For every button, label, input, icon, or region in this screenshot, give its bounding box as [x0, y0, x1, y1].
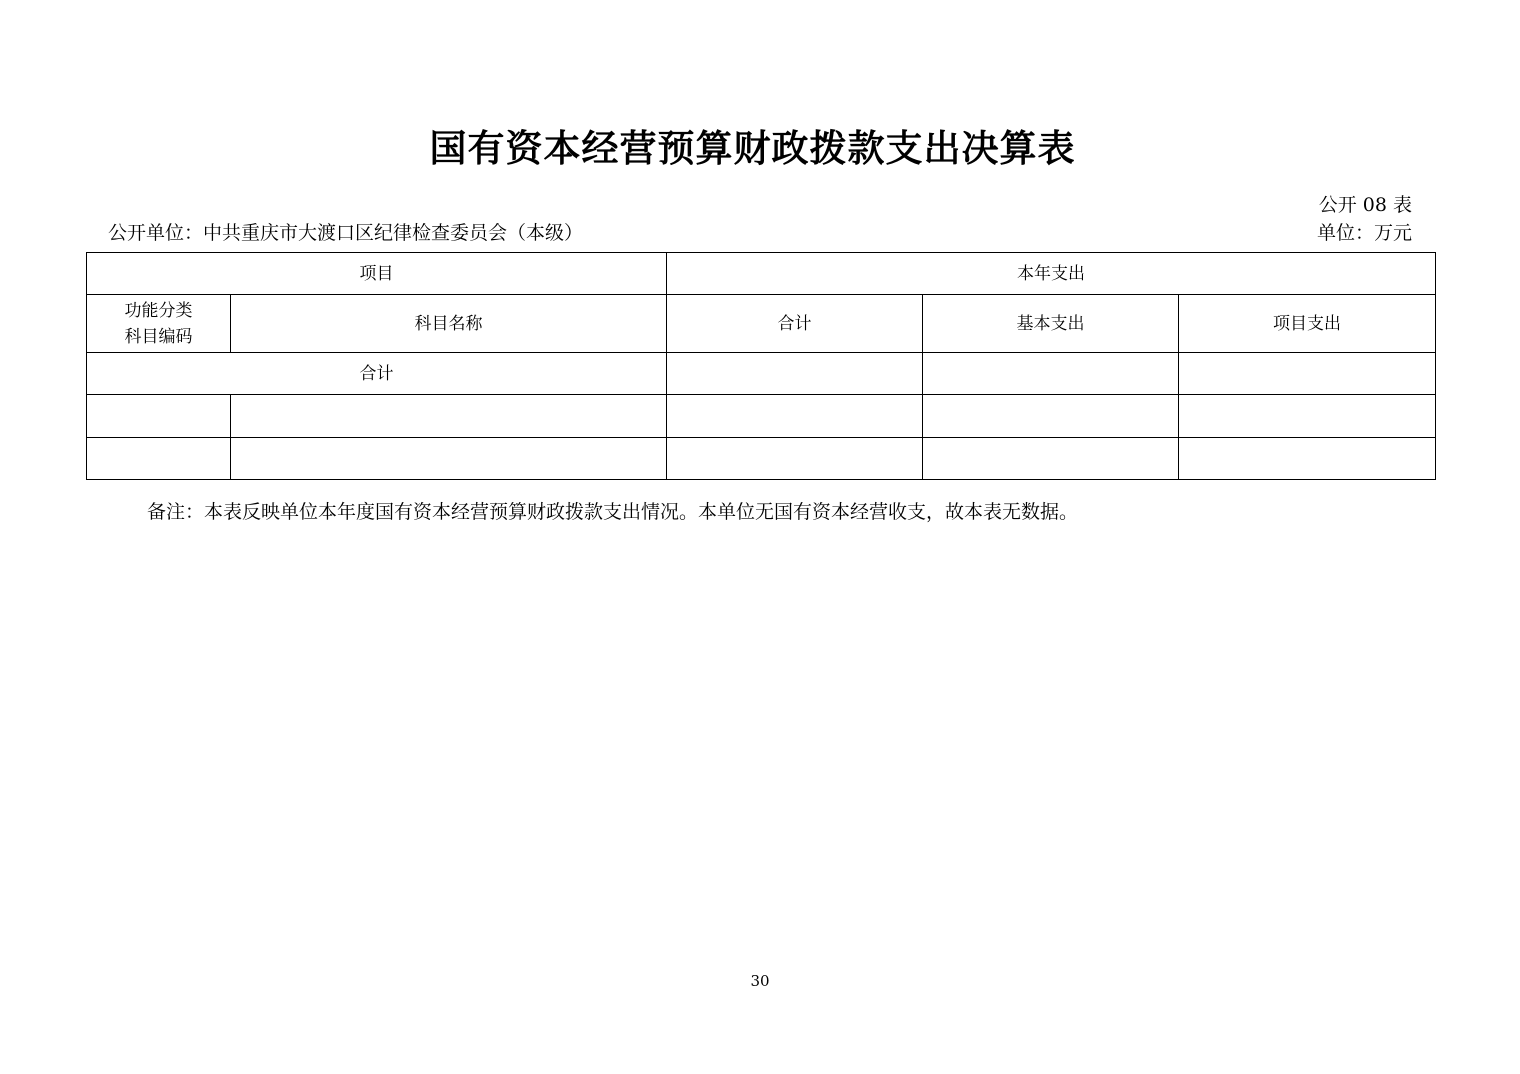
- row-basic: [923, 395, 1179, 438]
- row-total: [667, 395, 923, 438]
- row-name: [231, 395, 667, 438]
- table-subheader-row: [87, 295, 1436, 353]
- row-project: [1179, 438, 1436, 480]
- header-total: 合计: [667, 295, 923, 353]
- row-basic: [923, 438, 1179, 480]
- currency-unit: 单位：万元: [1316, 222, 1412, 244]
- header-subject-name: 科目名称: [231, 295, 667, 353]
- header-code-line2: 科目编码: [124, 326, 193, 347]
- total-row-project: [1179, 353, 1436, 395]
- row-code: [87, 438, 231, 480]
- header-current-year-expenditure: 本年支出: [667, 253, 1436, 295]
- total-row-basic: [923, 353, 1179, 395]
- row-total: [667, 438, 923, 480]
- header-basic-expenditure: 基本支出: [923, 295, 1179, 353]
- table-row: [87, 395, 1436, 438]
- table-total-row: [87, 353, 1436, 395]
- row-project: [1179, 395, 1436, 438]
- header-code-line1: 功能分类: [124, 300, 193, 321]
- header-function-code: [87, 295, 231, 353]
- total-row-label: 合计: [87, 353, 667, 395]
- total-row-total: [667, 353, 923, 395]
- table-header-row: [87, 253, 1436, 295]
- page-number: 30: [750, 972, 770, 990]
- form-number: 公开 08 表: [1318, 194, 1412, 216]
- row-name: [231, 438, 667, 480]
- table-note: 备注：本表反映单位本年度国有资本经营预算财政拨款支出情况。本单位无国有资本经营收支，故本表无数据。: [147, 501, 1079, 523]
- expenditure-table: [86, 252, 1436, 480]
- header-project-expenditure: 项目支出: [1179, 295, 1436, 353]
- reporting-unit: 公开单位：中共重庆市大渡口区纪律检查委员会（本级）: [108, 222, 584, 244]
- header-project: 项目: [87, 253, 667, 295]
- page-title: 国有资本经营预算财政拨款支出决算表: [429, 127, 1076, 170]
- table-row: [87, 438, 1436, 480]
- row-code: [87, 395, 231, 438]
